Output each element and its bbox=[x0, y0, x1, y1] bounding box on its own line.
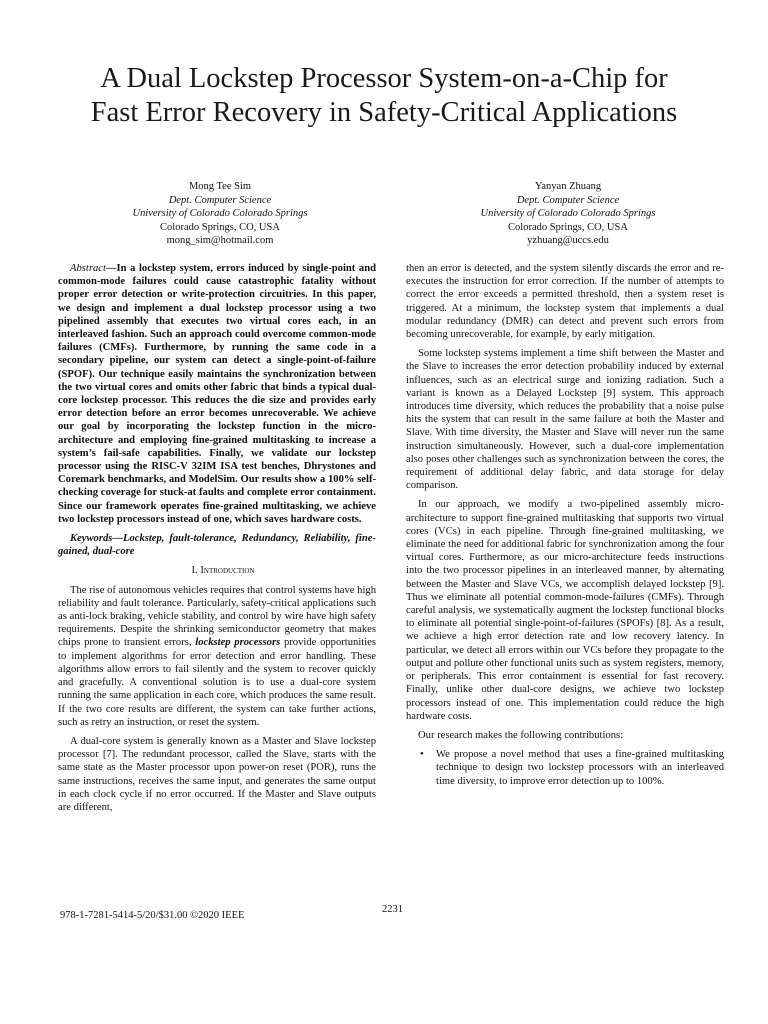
right-paragraph-2: Some lockstep systems implement a time shift between the Master and the Slave to increases the error detection probability induced by external influences, such as an electrical surge and ionizing radiation. Such a variant is known as a Delayed Lockstep [9] system. This approach introduces time diversity, which reduces the probability that a noise pulse hits the system that can result in the same failure at both the Master and Slave. With time diversity, the Master and Slave will never run the same instruction simultaneously. However, such a dual-core implementation also poses other challenges such as synchronization between the cores, the requirement of additional delay fabric, and data storage for delay comparison. bbox=[406, 348, 724, 492]
page-number: 2231 bbox=[382, 904, 403, 915]
author-city: Colorado Springs, CO, USA bbox=[508, 221, 628, 233]
title-line-2: Fast Error Recovery in Safety-Critical Applications bbox=[90, 97, 678, 128]
paper-title bbox=[40, 62, 728, 130]
author-block-1 bbox=[70, 180, 370, 248]
keywords: Keywords—Lockstep, fault-tolerance, Redundancy, Reliability, fine-gained, dual-core bbox=[58, 533, 376, 558]
bullet-icon: • bbox=[420, 749, 424, 761]
intro-paragraph-1 bbox=[58, 584, 376, 729]
author-email: yzhuang@uccs.edu bbox=[527, 235, 609, 246]
author-name: Yanyan Zhuang bbox=[534, 181, 602, 192]
section-heading bbox=[58, 564, 376, 577]
author-univ: University of Colorado Colorado Springs bbox=[480, 208, 656, 219]
contribution-text: We propose a novel method that uses a fine-grained multitasking technique to design two lockstep processors with an interleaved time diversity, to improve error detection up to 100%. bbox=[436, 749, 724, 787]
section-number: I. bbox=[191, 565, 198, 577]
author-block-2 bbox=[418, 180, 718, 248]
right-paragraph-1: then an error is detected, and the system silently discards the error and re-executes the instruction for error correction. If the number of attempts to correct the error exceeds a permitted threshold, then a system reset is triggered. At a minimum, the lockstep system that implements a dual modular redundancy (DMR) can detect and prevent such errors from becoming unrecoverable, for example, by early mitigation. bbox=[406, 263, 724, 341]
author-city: Colorado Springs, CO, USA bbox=[160, 221, 280, 233]
right-column bbox=[406, 262, 724, 788]
contributions-list bbox=[406, 748, 724, 788]
intro-p1-text-b: provide opportunities to implement algorithms for error detection and error handling. These algorithms allow errors to fail silently and the system to recover quickly and gracefully. A conventional solution is to use a dual-core system running the same application in each core, which produces the same result. If the two core results are different, the system can take further actions, such as retry an instruction, or reset the system. bbox=[58, 637, 376, 728]
author-name: Mong Tee Sim bbox=[188, 181, 252, 192]
left-column bbox=[58, 262, 376, 820]
intro-p1-emphasis: lockstep processors bbox=[195, 637, 281, 649]
abstract-text: —In a lockstep system, errors induced by single-point and common-mode failures could cause catastrophic fatality without proper error detection or write-protection circuitries. In this paper, we design and implement a dual lockstep processor using a two pipelined assembly that executes two virtual cores each, in an interleaved fashion. Such an approach could overcome common-mode failures (CMFs). Furthermore, by running the same code in a secondary pipeline, our system can detect a single-point-of-failure (SPOF). Our technique easily maintains the synchronization between the two virtual cores and omits other fabric that binds a typical dual-core lockstep processor. This reduces the die size and provides early error detection before an error becomes unrecoverable. We achieve our goal by incorporating the lockstep function in the micro-architecture and employing fine-grained multitasking to increase a system’s fail-safe capabilities. Finally, we validate our lockstep processor using the RISC-V 32IM ISA test benches, Dhrystones and Coremark benchmarks, and ModelSim. Our results show a 100% self-checking coverage for stuck-at faults and complete error containment. Since our framework operates fine-grained multitasking, we achieve two lockstep processors instead of one, which saves hardware costs. bbox=[58, 263, 376, 525]
abstract-label: Abstract bbox=[70, 263, 106, 274]
author-email: mong_sim@hotmail.com bbox=[166, 235, 274, 246]
author-dept: Dept. Computer Science bbox=[516, 194, 620, 206]
copyright-footer: 978-1-7281-5414-5/20/$31.00 ©2020 IEEE bbox=[60, 910, 245, 921]
title-line-1: A Dual Lockstep Processor System-on-a-Chip for bbox=[100, 63, 668, 94]
list-item bbox=[406, 748, 724, 788]
abstract bbox=[58, 262, 376, 526]
author-univ: University of Colorado Colorado Springs bbox=[132, 208, 308, 219]
intro-p1-text-a: The rise of autonomous vehicles requires that control systems have high reliability and fault tolerance. Particularly, safety-critical applications such as anti-lock braking, vehicle stability, and control by wire have high safety requirements. Despite the shrinking semiconductor geometry that makes chips prone to transient errors, bbox=[58, 584, 376, 649]
intro-paragraph-2: A dual-core system is generally known as a Master and Slave lockstep processor [7]. The redundant processor, called the Slave, starts with the same state as the Master processor upon power-on reset (POR), runs the same instructions, receives the same input, and generates the same output in each clock cycle if no error occurred. If the Master and Slave outputs are different, bbox=[58, 735, 376, 813]
right-paragraph-4: Our research makes the following contributions: bbox=[418, 729, 624, 741]
section-title: Introduction bbox=[200, 565, 255, 577]
author-dept: Dept. Computer Science bbox=[168, 194, 272, 206]
right-paragraph-3: In our approach, we modify a two-pipelined assembly micro-architecture to support fine-grained multitasking that supports two virtual cores (VCs) in each pipeline. Through fine-grained multitasking, we eliminate the need for additional fabric for synchronization among the four virtual cores. Furthermore, as our micro-architecture feeds instructions into the two processor pipelines in an interleaved manner, by alternating between the Master and Slave VCs, we accomplish delayed lockstep [9]. Thus we eliminate all potential common-mode-failures (CMFs). Through careful analysis, we systematically augment the lockstep functional blocks to eliminate all potential single-point-of-failures (SPOFs) [8]. As a result, we achieve a high error detection rate and low recovery latency. In particular, we detect all errors within our VCs before they propagate to the output and pollute other functional units such as system registers, memory, or peripherals. This error containment is essential for fast recovery. Finally, unlike other dual-core designs, we achieve two lockstep processors instead of one. This implementation could reduce the high hardware costs. bbox=[406, 499, 724, 722]
